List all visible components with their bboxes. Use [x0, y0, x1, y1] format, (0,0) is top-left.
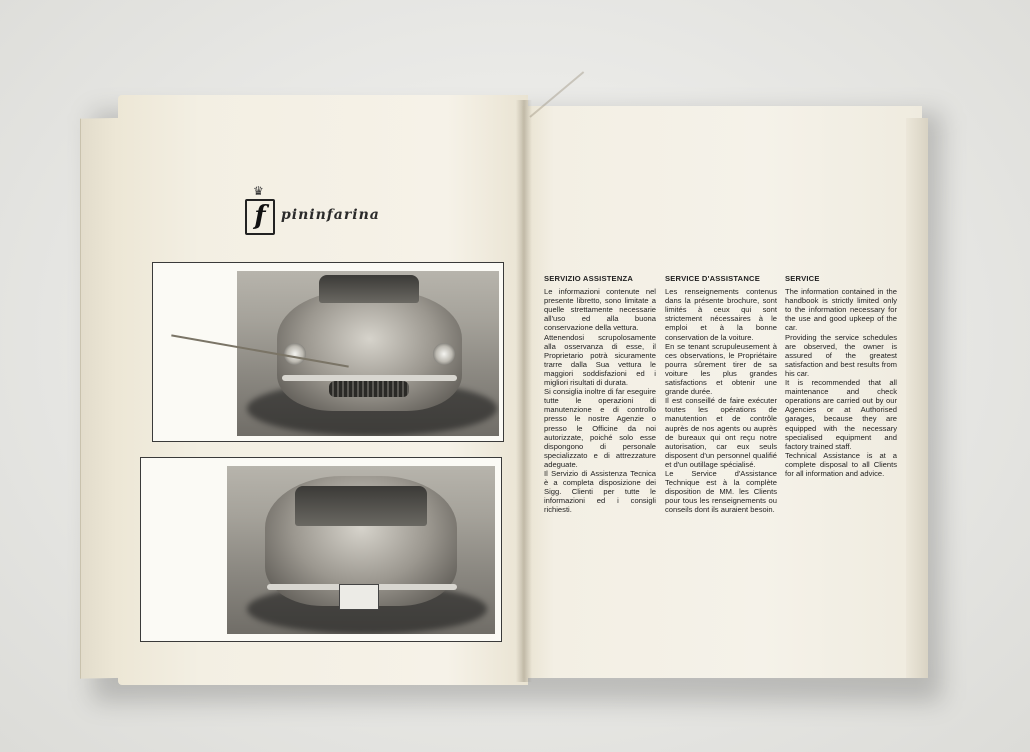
paragraph: En se tenant scrupuleusement à ces observations, le Propriétaire pourra sûrement tirer de sa voiture les plus grandes satisfactions et obtenir une grande durée. — [665, 341, 777, 397]
paragraph: Le informazioni contenute nel presente libretto, sono limitate a quelle strettamente necessarie all'uso ed alla buona conservazione della vettura. — [544, 287, 656, 333]
photo-frame-front — [152, 262, 504, 442]
column-english — [785, 274, 897, 478]
heading-italian: SERVIZIO ASSISTENZA — [544, 274, 634, 283]
book-gutter — [516, 100, 532, 682]
crown-icon: ♛ — [253, 184, 264, 198]
pininfarina-logo — [245, 185, 415, 245]
paragraph: It is recommended that all maintenance and check operations are carried out by our Agencies or at Authorised garages, because they are equipped with the necessary specialised equipment and factory trained staff. — [785, 378, 897, 451]
heading-english: SERVICE — [785, 274, 820, 283]
paragraph: Attenendosi scrupolosamente alla osservanza di esse, il Proprietario potrà sicuramente trarre dalla Sua vettura le maggiori soddisfazioni ed i migliori risultati di durata. — [544, 332, 656, 388]
logo-wordmark: pininfarina — [281, 207, 380, 223]
photo-frame-rear — [140, 457, 502, 642]
heading-french: SERVICE D'ASSISTANCE — [665, 274, 760, 283]
column-french — [665, 274, 777, 514]
paragraph: Il Servizio di Assistenza Tecnica è a completa disposizione dei Sigg. Clienti per tutte le informazioni ed i consigli richiesti. — [544, 468, 656, 515]
paragraph: Il est conseillé de faire exécuter toutes les opérations de manutention et de contrôle auprès de nos agents ou auprès de bureaux qui ont reçu notre autorisation, car eux seuls disposent d'un personnel qualifié et d'un outillage spécialisé. — [665, 396, 777, 469]
paragraph: Le Service d'Assistance Technique est à la complète disposition de MM. les Clients pour tous les renseignements ou conseils dont ils auraient besoin. — [665, 468, 777, 515]
paragraph: Si consiglia inoltre di far eseguire tutte le operazioni di manutenzione e di controllo presso le nostre Agenzie o presso le Officine da noi autorizzate, poiché solo esse dispongono di personale specializzato e di attrezzature adeguate. — [544, 387, 656, 469]
paragraph: Les renseignements contenus dans la présente brochure, sont limités à ceux qui sont strictement nécessaires à le emploi et à la bonne conservation de la voiture. — [665, 287, 777, 342]
car-rear-photo — [227, 466, 495, 634]
paragraph: Providing the service schedules are observed, the owner is assured of the greatest satisfaction and best results from his car. — [785, 332, 897, 378]
page-stack-edge — [906, 118, 928, 678]
paragraph: Technical Assistance is at a complete disposal to all Clients for all information and advice. — [785, 450, 897, 478]
logo-badge: f — [245, 199, 275, 235]
paragraph: The information contained in the handbook is strictly limited only to the information necessary for the use and good upkeep of the car. — [785, 287, 897, 333]
column-italian — [544, 274, 656, 514]
